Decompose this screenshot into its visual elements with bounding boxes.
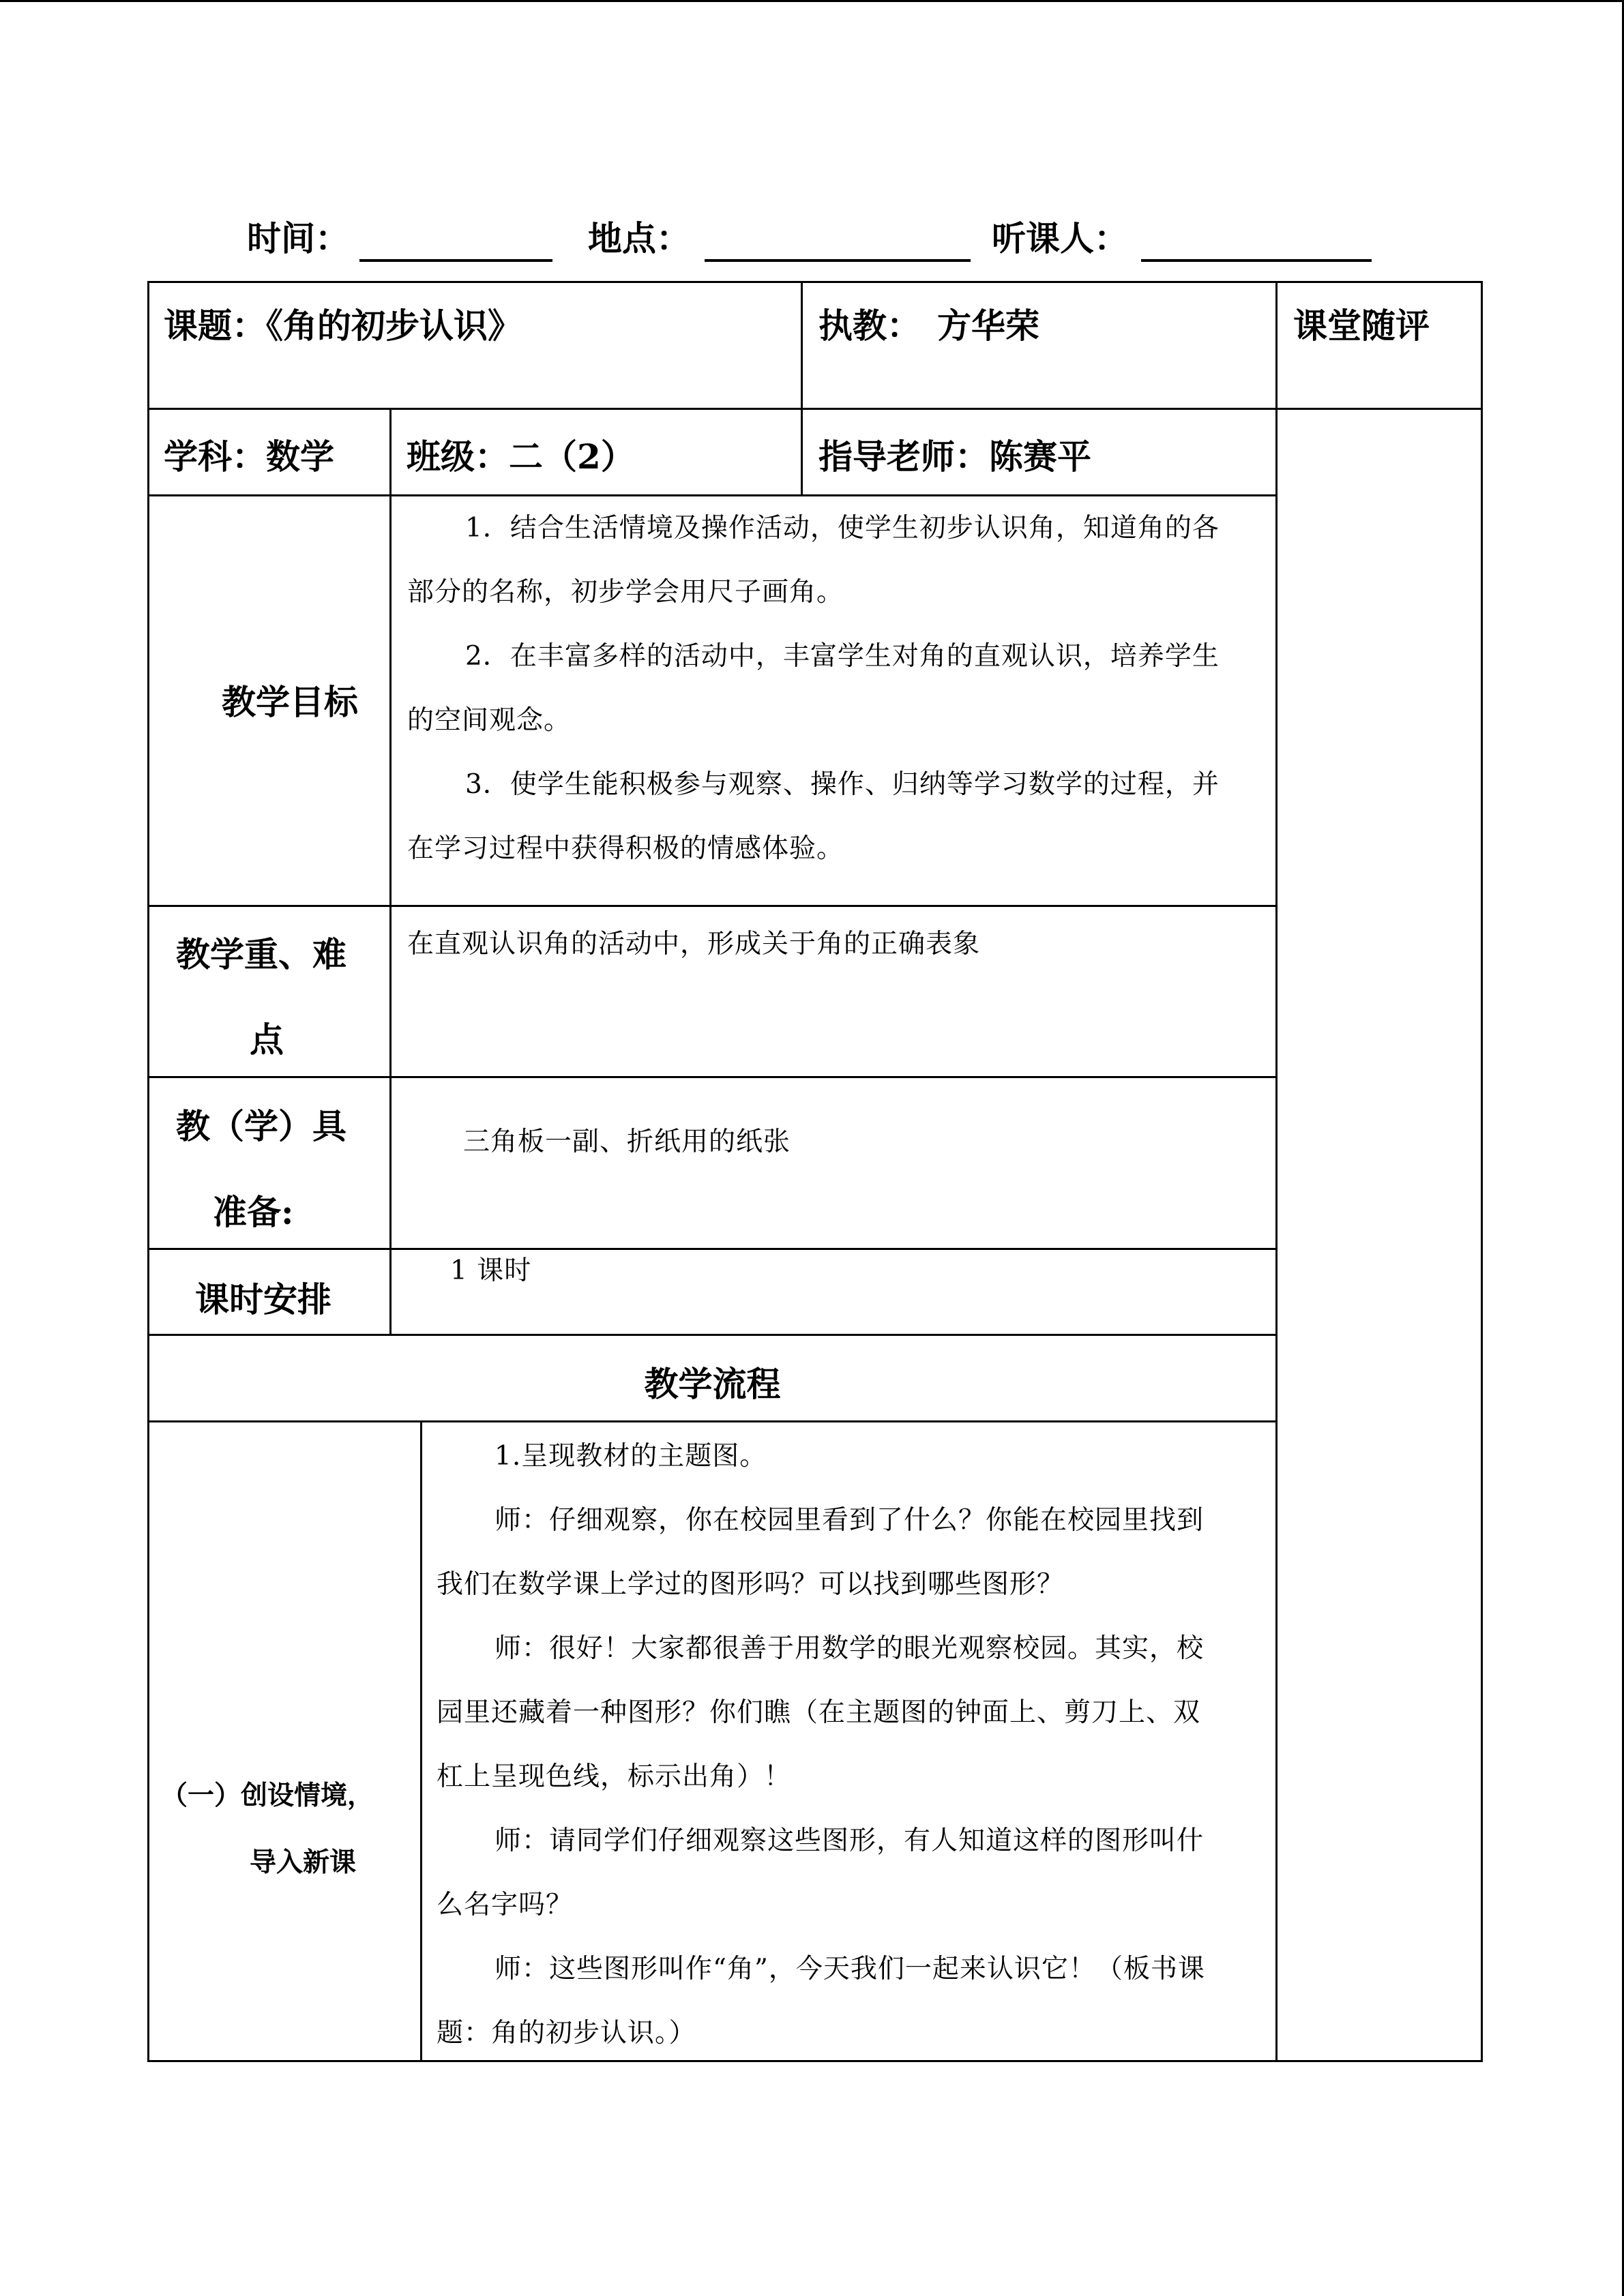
goals-line-5: 3．使学生能积极参与观察、操作、归纳等学习数学的过程，并 xyxy=(465,769,1220,800)
section1-content xyxy=(437,1425,1270,2066)
teacher-cell xyxy=(818,299,1039,348)
classroom-comment-header: 课堂随评 xyxy=(1293,305,1430,346)
advisor-value: 陈赛平 xyxy=(989,436,1091,477)
section1-label-line1: （一）创设情境， xyxy=(161,1780,374,1811)
section1-line-3: 我们在数学课上学过的图形吗？可以找到哪些图形？ xyxy=(437,1569,1065,1600)
goals-label: 教学目标 xyxy=(222,682,358,722)
goals-line-2: 部分的名称，初步学会用尺子画角。 xyxy=(407,577,844,608)
page-top-border xyxy=(0,0,1624,2)
class-cell xyxy=(407,430,635,479)
observation-header xyxy=(0,211,1624,266)
subject-label: 学科： xyxy=(164,436,266,477)
topic-value: 《角的初步认识》 xyxy=(266,305,522,346)
tools-value: 三角板一副、折纸用的纸张 xyxy=(463,1127,791,1157)
goals-line-4: 的空间观念。 xyxy=(407,705,572,736)
section1-line-9: 师：这些图形叫作“角”，今天我们一起来认识它！（板书课 xyxy=(494,1954,1205,1984)
section1-line-8: 么名字吗？ xyxy=(437,1890,574,1920)
tools-label-line1: 教（学）具 xyxy=(176,1106,346,1146)
time-label: 时间： xyxy=(247,218,349,258)
schedule-value: 1 课时 xyxy=(450,1255,532,1286)
class-value: 二（2） xyxy=(509,436,635,477)
time-blank[interactable] xyxy=(359,259,552,262)
goals-line-1: 1．结合生活情境及操作活动，使学生初步认识角，知道角的各 xyxy=(465,513,1220,543)
place-label: 地点： xyxy=(588,218,690,258)
place-blank[interactable] xyxy=(705,259,971,262)
section1-line-1: 1.呈现教材的主题图。 xyxy=(494,1441,767,1472)
class-label: 班级： xyxy=(407,436,509,477)
key-points-label-line2: 点 xyxy=(250,1019,284,1060)
tools-label-line2: 准备: xyxy=(213,1192,294,1232)
teacher-label: 执教： xyxy=(818,305,921,346)
advisor-label: 指导老师： xyxy=(818,436,989,477)
subject-value: 数学 xyxy=(266,436,334,477)
topic-cell xyxy=(164,299,522,348)
process-title: 教学流程 xyxy=(644,1364,781,1404)
key-points-label-line1: 教学重、难 xyxy=(176,934,346,974)
advisor-cell xyxy=(818,430,1091,479)
teacher-value: 方华荣 xyxy=(937,305,1039,346)
section1-line-5: 园里还藏着一种图形？你们瞧（在主题图的钟面上、剪刀上、双 xyxy=(437,1697,1201,1728)
goals-content xyxy=(407,496,1267,881)
listener-label: 听课人： xyxy=(992,218,1128,258)
section1-line-2: 师：仔细观察，你在校园里看到了什么？你能在校园里找到 xyxy=(494,1505,1205,1536)
section1-line-10: 题：角的初步认识。） xyxy=(437,2018,696,2048)
section1-line-4: 师：很好！大家都很善于用数学的眼光观察校园。其实，校 xyxy=(494,1633,1205,1664)
listener-blank[interactable] xyxy=(1141,259,1372,262)
goals-line-6: 在学习过程中获得积极的情感体验。 xyxy=(407,833,844,864)
section1-line-7: 师：请同学们仔细观察这些图形，有人知道这样的图形叫什 xyxy=(494,1825,1205,1856)
subject-cell xyxy=(164,430,334,479)
topic-label: 课题： xyxy=(164,305,266,346)
goals-line-3: 2．在丰富多样的活动中，丰富学生对角的直观认识，培养学生 xyxy=(465,641,1220,672)
schedule-label: 课时安排 xyxy=(195,1279,331,1320)
key-points-value: 在直观认识角的活动中，形成关于角的正确表象 xyxy=(407,929,981,959)
section1-label-line2: 导入新课 xyxy=(250,1847,357,1878)
section1-line-6: 杠上呈现色线，标示出角）！ xyxy=(437,1761,792,1792)
